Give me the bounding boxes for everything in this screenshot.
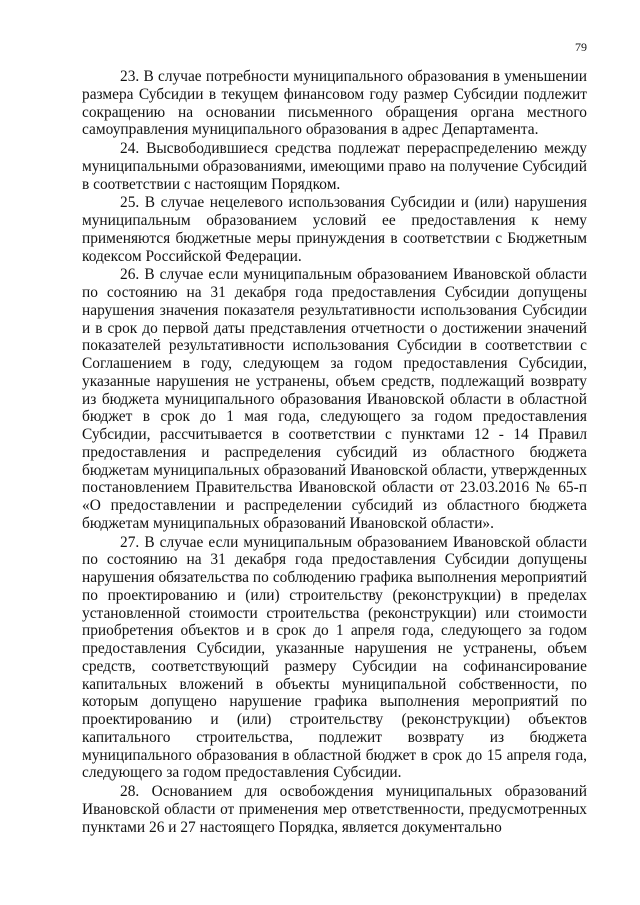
paragraph-27: 27. В случае если муниципальным образованием Ивановской области по состоянию на 31 декабря года предоставления Субсидии допущены нарушения обязательства по соблюдению графика выполнения мероприятий по проектированию и (или) строительству (реконструкции) в пределах установленной стоимости строительства (реконструкции) или стоимости приобретения объектов и в срок до 1 апреля года, следующего за годом предоставления Субсидии, указанные нарушения не устранены, объем средств, соответствующий размеру Субсидии на софинансирование капитальных вложений в объекты муниципальной собственности, по которым допущено нарушение графика выполнения мероприятий по проектированию и (или) строительству (реконструкции) объектов капитального строительства, подлежит возврату из бюджета муниципального образования в областной бюджет в срок до 15 апреля года, следующего за годом предоставления Субсидии. [82, 533, 587, 782]
page-number: 79 [575, 40, 587, 54]
paragraph-28: 28. Основанием для освобождения муниципальных образований Ивановской области от применения мер ответственности, предусмотренных пунктами 26 и 27 настоящего Порядка, является документально [82, 783, 587, 836]
document-body [82, 68, 587, 837]
paragraph-26: 26. В случае если муниципальным образованием Ивановской области по состоянию на 31 декабря года предоставления Субсидии допущены нарушения значения показателя результативности использования Субсидии и в срок до первой даты представления отчетности о достижении значений показателей результативности использования Субсидии в соответствии с Соглашением в году, следующем за годом предоставления Субсидии, указанные нарушения не устранены, объем средств, подлежащий возврату из бюджета муниципального образования Ивановской области в областной бюджет в срок до 1 мая года, следующего за годом предоставления Субсидии, рассчитывается в соответствии с пунктами 12 - 14 Правил предоставления и распределения субсидий из областного бюджета бюджетам муниципальных образований Ивановской области, утвержденных постановлением Правительства Ивановской области от 23.03.2016 № 65-п «О предоставлении и распределении субсидий из областного бюджета бюджетам муниципальных образований Ивановской области». [82, 266, 587, 532]
paragraph-25: 25. В случае нецелевого использования Субсидии и (или) нарушения муниципальным образованием условий ее предоставления к нему применяются бюджетные меры принуждения в соответствии с Бюджетным кодексом Российской Федерации. [82, 194, 587, 265]
paragraph-24: 24. Высвободившиеся средства подлежат перераспределению между муниципальными образованиями, имеющими право на получение Субсидий в соответствии с настоящим Порядком. [82, 140, 587, 193]
paragraph-23: 23. В случае потребности муниципального образования в уменьшении размера Субсидии в текущем финансовом году размер Субсидии подлежит сокращению на основании письменного обращения органа местного самоуправления муниципального образования в адрес Департамента. [82, 68, 587, 139]
